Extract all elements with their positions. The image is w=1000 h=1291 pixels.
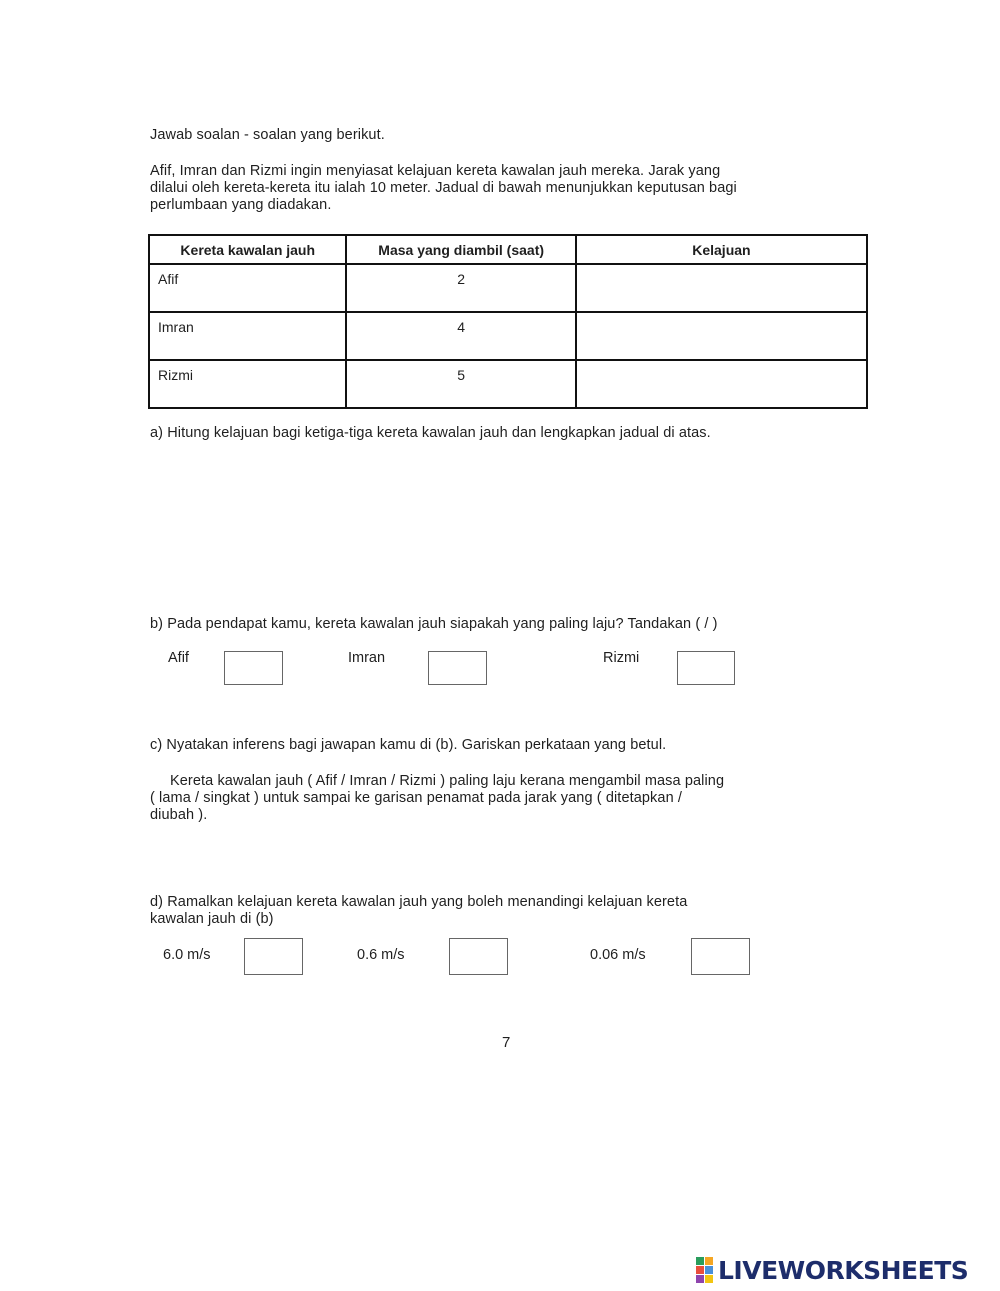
cell-speed-input[interactable] xyxy=(576,312,867,360)
table-row xyxy=(149,360,867,408)
question-c-line-1[interactable]: Kereta kawalan jauh ( Afif / Imran / Rizmi ) paling laju kerana mengambil masa paling xyxy=(170,773,725,789)
option-b-imran-label: Imran xyxy=(348,650,386,666)
cell-speed-input[interactable] xyxy=(576,264,867,312)
intro-line-2: dilalui oleh kereta-kereta itu ialah 10 meter. Jadual di bawah menunjukkan keputusan bagi xyxy=(150,180,737,196)
checkbox-afif[interactable] xyxy=(224,651,283,685)
question-d-line-1: d) Ramalkan kelajuan kereta kawalan jauh yang boleh menandingi kelajuan kereta xyxy=(150,894,688,910)
cell-time: 4 xyxy=(346,312,575,360)
intro-line-3: perlumbaan yang diadakan. xyxy=(150,197,332,213)
table-row xyxy=(149,312,867,360)
header-time: Masa yang diambil (saat) xyxy=(346,235,575,264)
option-d-3-label: 0.06 m/s xyxy=(590,947,646,963)
question-c: c) Nyatakan inferens bagi jawapan kamu di (b). Gariskan perkataan yang betul. xyxy=(150,737,667,753)
table-header-row xyxy=(149,235,867,264)
checkbox-imran[interactable] xyxy=(428,651,487,685)
question-c-line-2[interactable]: ( lama / singkat ) untuk sampai ke garisan penamat pada jarak yang ( ditetapkan / xyxy=(150,790,682,806)
results-table xyxy=(148,234,868,409)
option-d-1-label: 6.0 m/s xyxy=(163,947,211,963)
checkbox-6-0[interactable] xyxy=(244,938,303,975)
option-b-afif-label: Afif xyxy=(168,650,189,666)
brand-name: LIVEWORKSHEETS xyxy=(718,1255,969,1285)
page-number: 7 xyxy=(502,1034,511,1051)
cell-name: Rizmi xyxy=(149,360,346,408)
question-d-line-2: kawalan jauh di (b) xyxy=(150,911,274,927)
checkbox-rizmi[interactable] xyxy=(677,651,735,685)
option-b-rizmi-label: Rizmi xyxy=(603,650,640,666)
instruction-text: Jawab soalan - soalan yang berikut. xyxy=(150,127,385,143)
cell-time: 5 xyxy=(346,360,575,408)
question-a: a) Hitung kelajuan bagi ketiga-tiga kereta kawalan jauh dan lengkapkan jadual di atas. xyxy=(150,425,711,441)
liveworksheets-logo xyxy=(696,1254,996,1286)
header-speed: Kelajuan xyxy=(576,235,867,264)
question-b: b) Pada pendapat kamu, kereta kawalan jauh siapakah yang paling laju? Tandakan ( / ) xyxy=(150,616,718,632)
table-row xyxy=(149,264,867,312)
option-d-2-label: 0.6 m/s xyxy=(357,947,405,963)
checkbox-0-06[interactable] xyxy=(691,938,750,975)
cell-time: 2 xyxy=(346,264,575,312)
checkbox-0-6[interactable] xyxy=(449,938,508,975)
cell-name: Afif xyxy=(149,264,346,312)
intro-line-1: Afif, Imran dan Rizmi ingin menyiasat kelajuan kereta kawalan jauh mereka. Jarak yang xyxy=(150,163,721,179)
question-c-line-3[interactable]: diubah ). xyxy=(150,807,208,823)
cell-name: Imran xyxy=(149,312,346,360)
cell-speed-input[interactable] xyxy=(576,360,867,408)
liveworksheets-logo-icon xyxy=(696,1257,713,1283)
header-car: Kereta kawalan jauh xyxy=(149,235,346,264)
